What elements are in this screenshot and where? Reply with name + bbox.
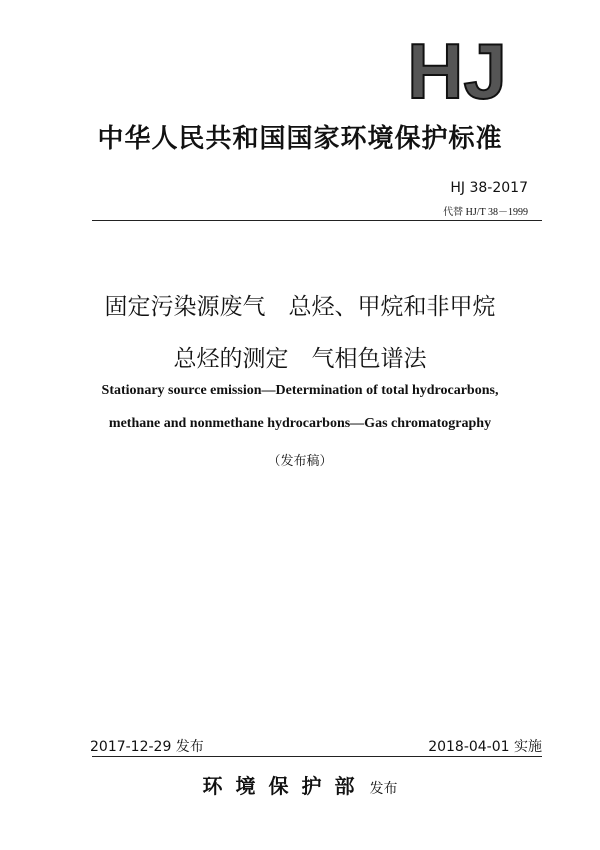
chinese-title-line-1: 固定污染源废气 总烃、甲烷和非甲烷 <box>104 294 496 320</box>
replaces-standard: 代替 HJ/T 38－1999 <box>443 207 528 218</box>
top-rule <box>92 220 542 221</box>
hj-logo <box>392 36 522 106</box>
chinese-title-line-2: 总烃的测定 气相色谱法 <box>173 346 427 372</box>
implementation-date: 2018-04-01 实施 <box>428 739 542 755</box>
issuer-suffix: 发布 <box>369 781 398 797</box>
bottom-rule <box>92 756 542 757</box>
issuer-name: 环境保护部 <box>202 774 368 798</box>
hj-logo-text: HJ <box>407 36 507 106</box>
issue-date: 2017-12-29 发布 <box>90 739 204 755</box>
english-title-line-2: methane and nonmethane hydrocarbons—Gas chromatography <box>108 416 492 431</box>
issuer <box>0 770 600 799</box>
standard-number: HJ 38-2017 <box>450 180 528 196</box>
english-title-line-1: Stationary source emission—Determination of total hydrocarbons, <box>101 383 499 398</box>
masthead-title: 中华人民共和国国家环境保护标准 <box>97 124 503 154</box>
document-status: （发布稿） <box>267 454 333 469</box>
